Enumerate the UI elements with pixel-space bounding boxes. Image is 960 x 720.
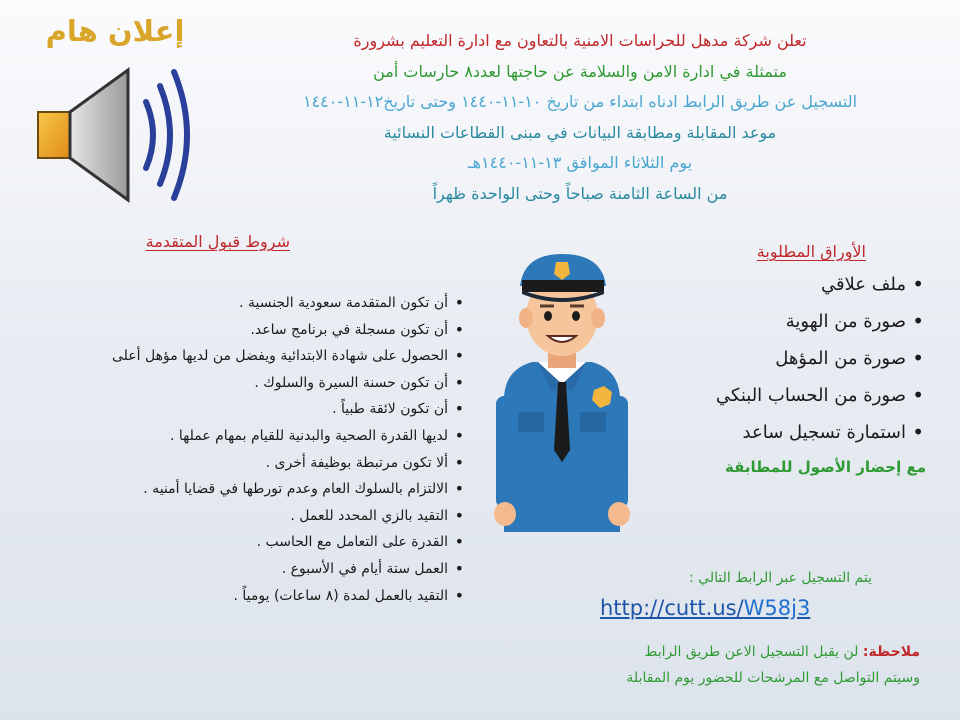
documents-list xyxy=(640,266,926,451)
document-item: • صورة من المؤهل xyxy=(640,340,926,377)
condition-item: • ألا تكون مرتبطة بوظيفة أخرى . xyxy=(10,450,466,477)
registration-label: يتم التسجيل عبر الرابط التالي : xyxy=(689,570,872,586)
intro-line: تعلن شركة مدهل للحراسات الامنية بالتعاون مع ادارة التعليم بشرورة xyxy=(353,31,807,50)
condition-item: • أن تكون حسنة السيرة والسلوك . xyxy=(10,370,466,397)
document-item: • ملف علاقي xyxy=(640,266,926,303)
note-text-1: لن يقبل التسجيل الاعن طريق الرابط xyxy=(644,644,863,660)
condition-item: • العمل ستة أيام في الأسبوع . xyxy=(10,556,466,583)
document-item: • استمارة تسجيل ساعد xyxy=(640,414,926,451)
security-officer-illustration xyxy=(482,250,642,532)
documents-note: مع إحضار الأصول للمطابقة xyxy=(724,458,926,476)
intro-line: من الساعة الثامنة صباحاً وحتى الواحدة ظهراً xyxy=(432,183,728,203)
note-line-1 xyxy=(560,644,920,660)
condition-item: • التقيد بالعمل لمدة (٨ ساعات) يومياً . xyxy=(10,583,466,610)
registration-link[interactable] xyxy=(600,596,860,620)
speaker-icon xyxy=(28,60,196,210)
intro-line: موعد المقابلة ومطابقة البيانات في مبنى القطاعات النسائية xyxy=(383,122,777,142)
note-label: ملاحظة: xyxy=(862,644,920,660)
documents-heading: الأوراق المطلوبة xyxy=(756,242,866,261)
condition-item: • الحصول على شهادة الابتدائية ويفضل من لديها مؤهل أعلى xyxy=(10,343,466,370)
announcement-intro xyxy=(230,26,930,209)
condition-item: • أن تكون مسجلة في برنامج ساعد. xyxy=(10,317,466,344)
intro-line: متمثلة في ادارة الامن والسلامة عن حاجتها لعدد٨ حارسات أمن xyxy=(373,61,787,81)
intro-line: يوم الثلاثاء الموافق ١٣-١١-١٤٤٠هـ xyxy=(467,153,693,172)
condition-item: • أن تكون لائقة طبياً . xyxy=(10,396,466,423)
condition-item: • الالتزام بالسلوك العام وعدم تورطها في قضايا أمنيه . xyxy=(10,476,466,503)
link-code: W58j3 xyxy=(743,596,811,620)
document-item: • صورة من الحساب البنكي xyxy=(640,377,926,414)
condition-item: • التقيد بالزي المحدد للعمل . xyxy=(10,503,466,530)
note-line-2: وسيتم التواصل مع المرشحات للحضور يوم المقابلة xyxy=(626,670,920,686)
conditions-list xyxy=(10,290,466,609)
condition-item: • لديها القدرة الصحية والبدنية للقيام بمهام عملها . xyxy=(10,423,466,450)
condition-item: • القدرة على التعامل مع الحاسب . xyxy=(10,529,466,556)
page-title: إعلان هام xyxy=(45,14,185,48)
link-prefix: http://cutt.us/ xyxy=(600,596,744,620)
condition-item: • أن تكون المتقدمة سعودية الجنسية . xyxy=(10,290,466,317)
intro-line: التسجيل عن طريق الرابط ادناه ابتداء من تاريخ ١٠-١١-١٤٤٠ وحتى تاريخ١٢-١١-١٤٤٠ xyxy=(302,92,858,111)
document-item: • صورة من الهوية xyxy=(640,303,926,340)
conditions-heading: شروط قبول المتقدمة xyxy=(145,232,290,251)
